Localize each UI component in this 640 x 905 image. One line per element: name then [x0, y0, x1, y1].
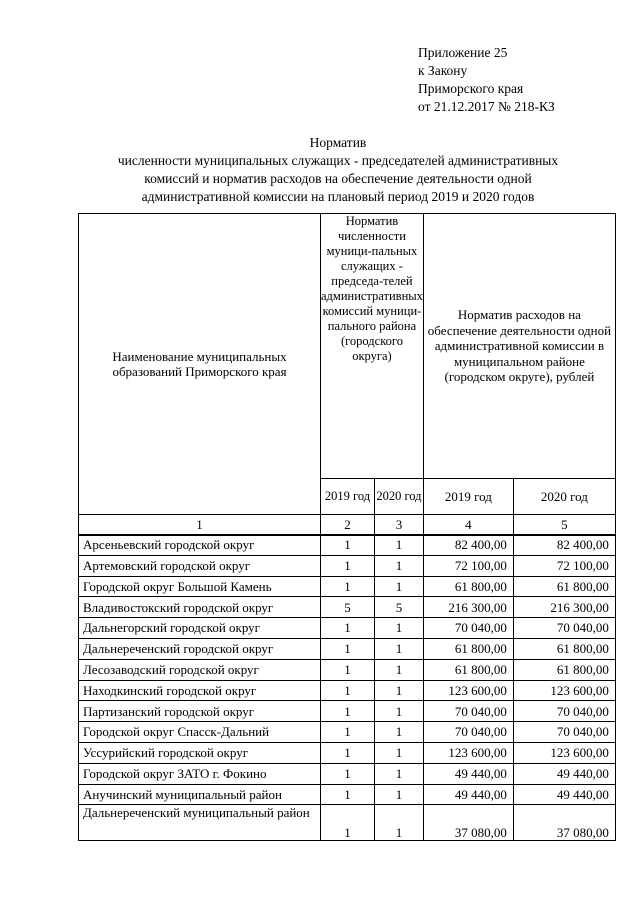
staff-2019-cell: 1 [321, 555, 375, 576]
staff-2020-cell: 1 [374, 680, 423, 701]
cost-2020-cell: 123 600,00 [513, 742, 615, 763]
staff-2019-cell: 1 [321, 680, 375, 701]
column-number: 2 [321, 515, 375, 535]
cost-2020-cell: 70 040,00 [513, 701, 615, 722]
appendix-line: Приморского края [418, 81, 524, 96]
title-line: Норматив [309, 135, 367, 150]
table-body [79, 535, 616, 841]
staff-2020-cell: 1 [374, 701, 423, 722]
municipality-name-cell: Уссурийский городской округ [79, 742, 321, 763]
staff-2020-cell: 1 [374, 805, 423, 841]
municipality-name-cell: Дальнегорский городской округ [79, 618, 321, 639]
staff-2019-cell: 1 [321, 535, 375, 556]
staff-2019-cell: 1 [321, 659, 375, 680]
cost-2019-cell: 49 440,00 [423, 784, 513, 805]
cost-2020-cell: 70 040,00 [513, 722, 615, 743]
municipality-name-cell: Городской округ ЗАТО г. Фокино [79, 763, 321, 784]
table-row [79, 722, 616, 743]
title-line: комиссий и норматив расходов на обеспечение деятельности одной [144, 171, 532, 186]
staff-2019-cell: 1 [321, 763, 375, 784]
staff-2019-cell: 1 [321, 805, 375, 841]
table-row [79, 784, 616, 805]
cost-2019-cell: 70 040,00 [423, 701, 513, 722]
cost-2020-cell: 37 080,00 [513, 805, 615, 841]
column-number-row [79, 515, 616, 535]
municipality-name-cell: Находкинский городской округ [79, 680, 321, 701]
staff-2020-cell: 1 [374, 618, 423, 639]
staff-2020-cell: 5 [374, 597, 423, 618]
appendix-block [418, 44, 618, 116]
cost-2019-cell: 49 440,00 [423, 763, 513, 784]
staff-2019-cell: 1 [321, 722, 375, 743]
table-row [79, 638, 616, 659]
cost-2020-cell: 49 440,00 [513, 784, 615, 805]
cost-2020-cell: 61 800,00 [513, 659, 615, 680]
staff-2019-cell: 1 [321, 638, 375, 659]
staff-2019-cell: 1 [321, 784, 375, 805]
table-header-row [79, 214, 616, 479]
staff-2020-cell: 1 [374, 638, 423, 659]
municipality-name-cell: Арсеньевский городской округ [79, 535, 321, 556]
cost-2020-cell: 49 440,00 [513, 763, 615, 784]
cost-2019-cell: 61 800,00 [423, 576, 513, 597]
norms-table [78, 213, 616, 841]
staff-2020-cell: 1 [374, 555, 423, 576]
staff-2020-cell: 1 [374, 576, 423, 597]
table-row [79, 597, 616, 618]
municipality-name-cell: Городской округ Спасск-Дальний [79, 722, 321, 743]
municipality-name-cell: Анучинский муниципальный район [79, 784, 321, 805]
staff-2020-cell: 1 [374, 535, 423, 556]
header-staff-2019: 2019 год [321, 479, 375, 515]
cost-2020-cell: 61 800,00 [513, 638, 615, 659]
staff-2020-cell: 1 [374, 722, 423, 743]
cost-2019-cell: 123 600,00 [423, 742, 513, 763]
column-number: 5 [513, 515, 615, 535]
table-row [79, 763, 616, 784]
cost-2019-cell: 72 100,00 [423, 555, 513, 576]
header-cost-2019: 2019 год [423, 479, 513, 515]
municipality-name-cell: Партизанский городской округ [79, 701, 321, 722]
table-row [79, 618, 616, 639]
cost-2020-cell: 61 800,00 [513, 576, 615, 597]
table-row [79, 680, 616, 701]
cost-2019-cell: 61 800,00 [423, 638, 513, 659]
table-row [79, 805, 616, 841]
staff-2019-cell: 1 [321, 742, 375, 763]
staff-2019-cell: 1 [321, 576, 375, 597]
cost-2019-cell: 70 040,00 [423, 722, 513, 743]
header-cost-norm: Норматив расходов на обеспечение деятельности одной административной комиссии в муниципальном районе (городском округе), рублей [423, 214, 615, 479]
staff-2020-cell: 1 [374, 659, 423, 680]
header-staff-norm: Норматив численности муници-пальных служащих - председа-телей административных комиссий муници-пального района (городского округа) [321, 214, 424, 479]
cost-2019-cell: 216 300,00 [423, 597, 513, 618]
municipality-name-cell: Дальнереченский муниципальный район [79, 805, 321, 841]
title-line: численности муниципальных служащих - председателей административных [117, 153, 559, 168]
cost-2020-cell: 70 040,00 [513, 618, 615, 639]
cost-2019-cell: 123 600,00 [423, 680, 513, 701]
municipality-name-cell: Артемовский городской округ [79, 555, 321, 576]
appendix-line: Приложение 25 [418, 45, 508, 60]
cost-2020-cell: 123 600,00 [513, 680, 615, 701]
header-staff-2020: 2020 год [374, 479, 423, 515]
cost-2019-cell: 37 080,00 [423, 805, 513, 841]
municipality-name-cell: Лесозаводский городской округ [79, 659, 321, 680]
staff-2019-cell: 5 [321, 597, 375, 618]
header-municipality: Наименование муниципальных образований Приморского края [79, 214, 321, 515]
appendix-line: к Закону [418, 63, 468, 78]
cost-2019-cell: 70 040,00 [423, 618, 513, 639]
cost-2020-cell: 72 100,00 [513, 555, 615, 576]
header-cost-2020: 2020 год [513, 479, 615, 515]
appendix-line: от 21.12.2017 № 218-КЗ [418, 99, 555, 114]
staff-2020-cell: 1 [374, 742, 423, 763]
table-row [79, 659, 616, 680]
staff-2019-cell: 1 [321, 701, 375, 722]
column-number: 4 [423, 515, 513, 535]
table-row [79, 701, 616, 722]
column-number: 1 [79, 515, 321, 535]
cost-2019-cell: 82 400,00 [423, 535, 513, 556]
staff-2020-cell: 1 [374, 763, 423, 784]
municipality-name-cell: Дальнереченский городской округ [79, 638, 321, 659]
municipality-name-cell: Владивостокский городской округ [79, 597, 321, 618]
staff-2020-cell: 1 [374, 784, 423, 805]
table-row [79, 555, 616, 576]
staff-2019-cell: 1 [321, 618, 375, 639]
table-row [79, 535, 616, 556]
column-number: 3 [374, 515, 423, 535]
municipality-name-cell: Городской округ Большой Камень [79, 576, 321, 597]
table-row [79, 576, 616, 597]
cost-2020-cell: 216 300,00 [513, 597, 615, 618]
cost-2019-cell: 61 800,00 [423, 659, 513, 680]
table-row [79, 742, 616, 763]
document-title [60, 134, 616, 206]
cost-2020-cell: 82 400,00 [513, 535, 615, 556]
title-line: административной комиссии на плановый период 2019 и 2020 годов [141, 189, 535, 204]
